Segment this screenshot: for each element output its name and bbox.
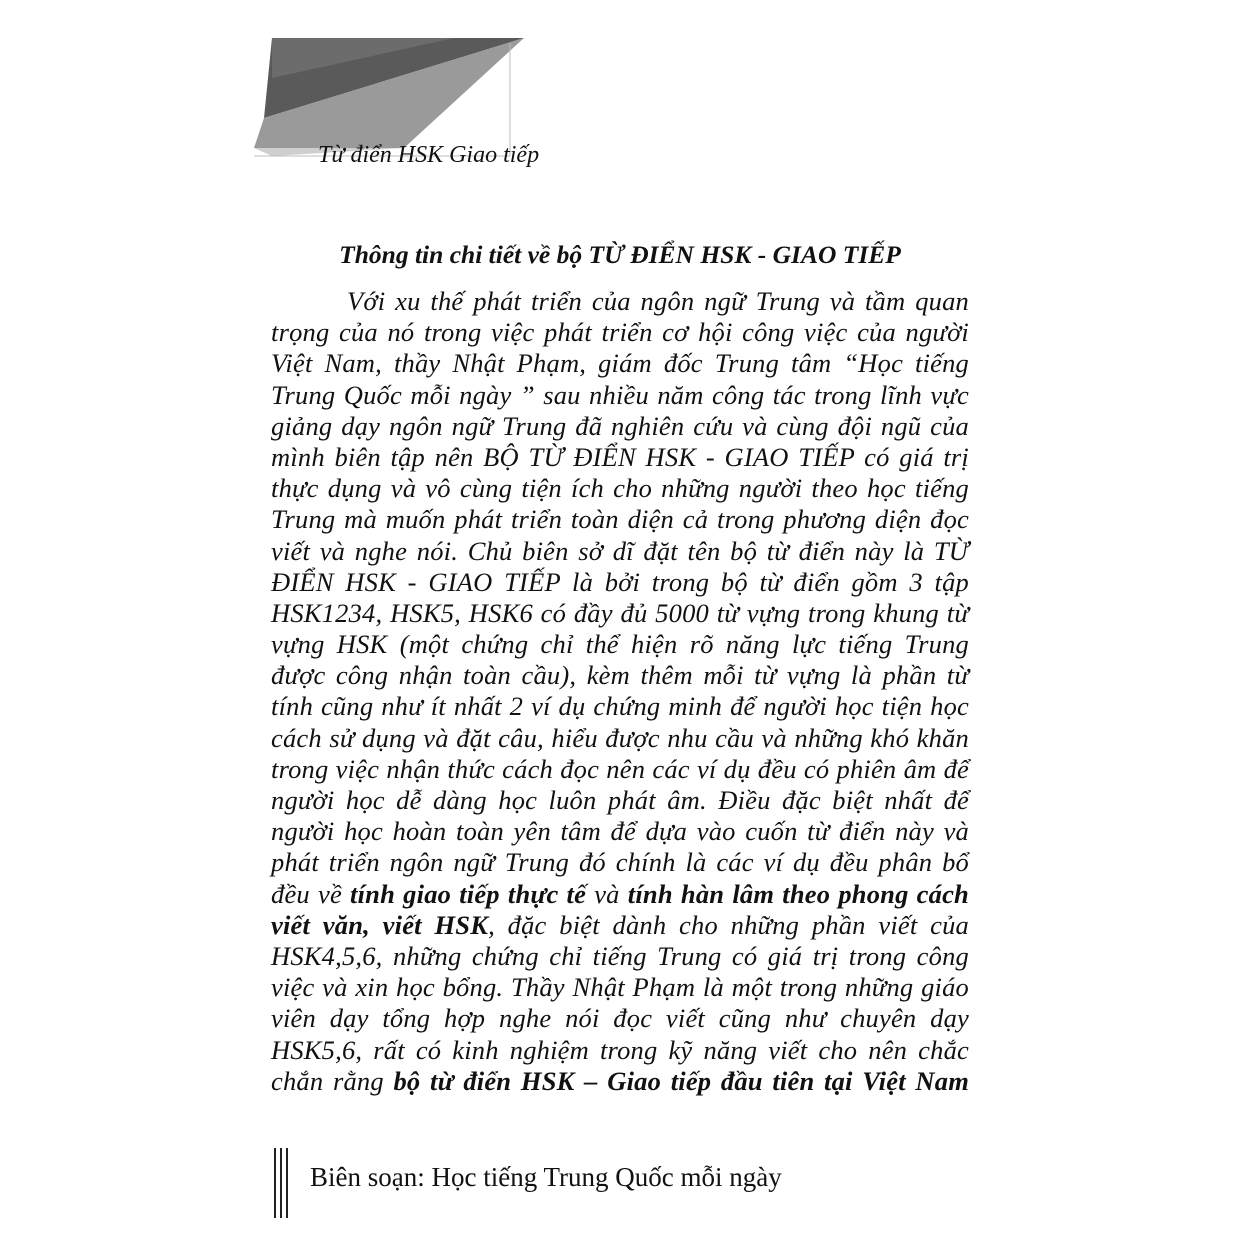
paragraph-line: trọng của nó trong việc phát triển cơ hội công việc của người [271, 317, 969, 348]
paragraph-line: viết và nghe nói. Chủ biên sở dĩ đặt tên bộ từ điển này là TỪ [271, 535, 969, 566]
paragraph-line: giảng dạy ngôn ngữ Trung đã nghiên cứu và cùng đội ngũ của [271, 410, 969, 441]
paragraph-line: người học hoàn toàn yên tâm để dựa vào cuốn từ điển này và [271, 816, 969, 847]
paragraph-line: Trung mà muốn phát triển toàn diện cả trong phương diện đọc [271, 504, 969, 535]
paragraph-line: người học dễ dàng học luôn phát âm. Điều đặc biệt nhất để [271, 785, 969, 815]
footer-credit: Biên soạn: Học tiếng Trung Quốc mỗi ngày [310, 1162, 782, 1192]
bold-phrase: viết văn, viết HSK [271, 909, 489, 940]
paragraph-line: phát triển ngôn ngữ Trung đó chính là các ví dụ đều phân bổ [271, 847, 969, 878]
bold-phrase: tính hàn lâm theo phong cách [627, 878, 969, 909]
paragraph-line: HSK4,5,6, những chứng chỉ tiếng Trung có giá trị trong công [271, 940, 969, 971]
section-heading: Thông tin chi tiết về bộ TỪ ĐIỂN HSK - GIAO TIẾP [339, 240, 901, 269]
paragraph-line: thực dụng và vô cùng tiện ích cho những người theo học tiếng [271, 473, 969, 504]
paragraph-line-emphasis [271, 910, 969, 941]
running-header-title: Từ điển HSK Giao tiếp [318, 142, 540, 168]
paragraph-line-emphasis [271, 879, 969, 910]
bold-phrase: bộ từ điển HSK – Giao tiếp đầu tiên tại Việt Nam [393, 1065, 970, 1096]
paragraph-line: ĐIỂN HSK - GIAO TIẾP là bởi trong bộ từ điển gồm 3 tập [271, 566, 969, 597]
paragraph-line: vựng HSK (một chứng chỉ thể hiện rõ năng lực tiếng Trung [271, 629, 969, 660]
paragraph-line: Trung Quốc mỗi ngày ” sau nhiều năm công tác trong lĩnh vực [271, 379, 969, 410]
paragraph-line: Với xu thế phát triển của ngôn ngữ Trung và tầm quan [347, 286, 969, 316]
paragraph-line: HSK5,6, rất có kinh nghiệm trong kỹ năng viết cho nên chắc [271, 1034, 969, 1065]
paragraph-line: viên dạy tổng hợp nghe nói đọc viết cũng như chuyên dạy [271, 1003, 969, 1034]
paragraph-line: mình biên tập nên BỘ TỪ ĐIỂN HSK - GIAO TIẾP có giá trị [271, 441, 969, 472]
paragraph-line: Việt Nam, thầy Nhật Phạm, giám đốc Trung tâm “Học tiếng [271, 348, 969, 379]
paragraph-line: việc và xin học bổng. Thầy Nhật Phạm là một trong những giáo [271, 972, 969, 1003]
bold-phrase: tính giao tiếp thực tế [350, 878, 587, 909]
line-text: chắn rằng [271, 1065, 394, 1096]
line-text: và [586, 878, 628, 909]
paragraph-line: tính cũng như ít nhất 2 ví dụ chứng minh để người học tiện học [271, 691, 969, 722]
footer-vertical-bars [274, 1148, 294, 1218]
line-text: đều về [271, 878, 351, 909]
paragraph-line: trong việc nhận thức cách đọc nên các ví dụ đều có phiên âm để [271, 753, 969, 784]
paragraph-line: được công nhận toàn cầu), kèm thêm mỗi từ vựng là phần từ [271, 660, 969, 691]
body-paragraph [271, 286, 969, 1097]
paragraph-line-emphasis [271, 1066, 969, 1097]
paragraph-line: HSK1234, HSK5, HSK6 có đầy đủ 5000 từ vựng trong khung từ [271, 597, 969, 628]
header-decoration-graphic [254, 38, 529, 158]
paragraph-line: cách sử dụng và đặt câu, hiểu được nhu cầu và những khó khăn [271, 722, 969, 753]
line-text: , đặc biệt dành cho những phần viết của [488, 909, 969, 940]
